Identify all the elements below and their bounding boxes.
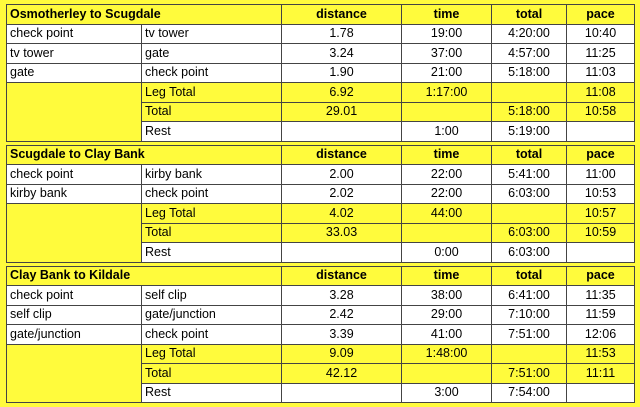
distance-cell[interactable]: 3.39 (282, 325, 402, 345)
from-cell[interactable]: tv tower (7, 44, 142, 64)
section-header-row (7, 145, 635, 165)
segment-row (7, 305, 635, 325)
pace-cell[interactable]: 11:03 (567, 63, 635, 83)
distance-header-cell[interactable]: distance (282, 145, 402, 165)
total-cell[interactable]: 7:10:00 (492, 305, 567, 325)
pace-cell[interactable]: 12:06 (567, 325, 635, 345)
total-header-cell[interactable]: total (492, 145, 567, 165)
pace-cell[interactable]: 11:08 (567, 83, 635, 103)
summary-blank-cell[interactable] (7, 83, 142, 142)
total-cell[interactable]: 5:18:00 (492, 63, 567, 83)
pace-cell[interactable]: 11:00 (567, 165, 635, 185)
from-cell[interactable]: kirby bank (7, 184, 142, 204)
total-cell[interactable]: 5:18:00 (492, 102, 567, 122)
total-cell[interactable]: 7:51:00 (492, 364, 567, 384)
section-title-cell[interactable]: Scugdale to Clay Bank (7, 145, 282, 165)
distance-cell[interactable]: 6.92 (282, 83, 402, 103)
pace-cell[interactable] (567, 243, 635, 263)
distance-cell[interactable] (282, 383, 402, 403)
time-cell[interactable]: 0:00 (402, 243, 492, 263)
from-cell[interactable]: check point (7, 24, 142, 44)
time-cell[interactable]: 38:00 (402, 286, 492, 306)
total-cell[interactable]: 4:20:00 (492, 24, 567, 44)
distance-cell[interactable]: 29.01 (282, 102, 402, 122)
segment-row (7, 184, 635, 204)
time-cell[interactable]: 37:00 (402, 44, 492, 64)
section-title-cell[interactable]: Osmotherley to Scugdale (7, 5, 282, 25)
segment-row (7, 44, 635, 64)
time-cell[interactable]: 21:00 (402, 63, 492, 83)
total-cell[interactable] (492, 83, 567, 103)
time-cell[interactable]: 1:48:00 (402, 344, 492, 364)
summary-blank-cell[interactable] (7, 344, 142, 403)
time-cell[interactable]: 19:00 (402, 24, 492, 44)
rest-label-cell[interactable]: Rest (142, 122, 282, 142)
to-cell[interactable]: gate/junction (142, 305, 282, 325)
total-cell[interactable]: 7:51:00 (492, 325, 567, 345)
distance-cell[interactable] (282, 122, 402, 142)
distance-cell[interactable]: 1.78 (282, 24, 402, 44)
total-label-cell[interactable]: Total (142, 364, 282, 384)
distance-cell[interactable]: 3.28 (282, 286, 402, 306)
pace-header-cell[interactable]: pace (567, 266, 635, 286)
distance-cell[interactable]: 9.09 (282, 344, 402, 364)
pace-cell[interactable]: 11:59 (567, 305, 635, 325)
total-cell[interactable]: 5:41:00 (492, 165, 567, 185)
distance-cell[interactable]: 2.42 (282, 305, 402, 325)
total-cell[interactable] (492, 204, 567, 224)
leg-total-label-cell[interactable]: Leg Total (142, 83, 282, 103)
section-header-row (7, 5, 635, 25)
time-cell[interactable]: 1:00 (402, 122, 492, 142)
to-cell[interactable]: check point (142, 184, 282, 204)
pace-cell[interactable]: 10:57 (567, 204, 635, 224)
pace-cell[interactable]: 10:40 (567, 24, 635, 44)
distance-cell[interactable]: 42.12 (282, 364, 402, 384)
distance-cell[interactable]: 2.00 (282, 165, 402, 185)
to-cell[interactable]: kirby bank (142, 165, 282, 185)
summary-blank-cell[interactable] (7, 204, 142, 263)
from-cell[interactable]: check point (7, 165, 142, 185)
segment-row (7, 24, 635, 44)
time-cell[interactable]: 22:00 (402, 184, 492, 204)
time-cell[interactable]: 41:00 (402, 325, 492, 345)
pace-cell[interactable]: 11:25 (567, 44, 635, 64)
total-header-cell[interactable]: total (492, 266, 567, 286)
section-title-cell[interactable]: Clay Bank to Kildale (7, 266, 282, 286)
total-cell[interactable]: 6:03:00 (492, 184, 567, 204)
total-cell[interactable]: 5:19:00 (492, 122, 567, 142)
distance-cell[interactable]: 3.24 (282, 44, 402, 64)
total-cell[interactable] (492, 344, 567, 364)
pace-cell[interactable]: 10:53 (567, 184, 635, 204)
leg-total-row (7, 83, 635, 103)
time-cell[interactable]: 44:00 (402, 204, 492, 224)
pace-cell[interactable]: 10:59 (567, 223, 635, 243)
to-cell[interactable]: check point (142, 325, 282, 345)
time-header-cell[interactable]: time (402, 5, 492, 25)
pace-cell[interactable]: 11:11 (567, 364, 635, 384)
total-cell[interactable]: 4:57:00 (492, 44, 567, 64)
pace-cell[interactable]: 10:58 (567, 102, 635, 122)
rest-label-cell[interactable]: Rest (142, 383, 282, 403)
leg-total-label-cell[interactable]: Leg Total (142, 204, 282, 224)
distance-cell[interactable] (282, 243, 402, 263)
segment-row (7, 325, 635, 345)
to-cell[interactable]: gate (142, 44, 282, 64)
leg-total-label-cell[interactable]: Leg Total (142, 344, 282, 364)
total-header-cell[interactable]: total (492, 5, 567, 25)
distance-header-cell[interactable]: distance (282, 5, 402, 25)
distance-header-cell[interactable]: distance (282, 266, 402, 286)
section-header-row (7, 266, 635, 286)
segment-row (7, 286, 635, 306)
segment-row (7, 165, 635, 185)
pace-cell[interactable]: 11:35 (567, 286, 635, 306)
time-header-cell[interactable]: time (402, 266, 492, 286)
pace-header-cell[interactable]: pace (567, 145, 635, 165)
distance-cell[interactable]: 1.90 (282, 63, 402, 83)
pace-header-cell[interactable]: pace (567, 5, 635, 25)
pace-cell[interactable] (567, 122, 635, 142)
time-cell[interactable]: 1:17:00 (402, 83, 492, 103)
total-label-cell[interactable]: Total (142, 223, 282, 243)
leg-total-row (7, 204, 635, 224)
time-cell[interactable] (402, 102, 492, 122)
total-cell[interactable]: 7:54:00 (492, 383, 567, 403)
from-cell[interactable]: gate (7, 63, 142, 83)
time-cell[interactable]: 29:00 (402, 305, 492, 325)
from-cell[interactable]: check point (7, 286, 142, 306)
distance-cell[interactable]: 33.03 (282, 223, 402, 243)
rest-label-cell[interactable]: Rest (142, 243, 282, 263)
from-cell[interactable]: self clip (7, 305, 142, 325)
to-cell[interactable]: tv tower (142, 24, 282, 44)
pace-cell[interactable]: 11:53 (567, 344, 635, 364)
total-cell[interactable]: 6:03:00 (492, 223, 567, 243)
distance-cell[interactable]: 4.02 (282, 204, 402, 224)
from-cell[interactable]: gate/junction (7, 325, 142, 345)
time-header-cell[interactable]: time (402, 145, 492, 165)
pace-table (6, 4, 635, 403)
to-cell[interactable]: check point (142, 63, 282, 83)
segment-row (7, 63, 635, 83)
time-cell[interactable]: 22:00 (402, 165, 492, 185)
pace-cell[interactable] (567, 383, 635, 403)
time-cell[interactable] (402, 223, 492, 243)
time-cell[interactable]: 3:00 (402, 383, 492, 403)
leg-total-row (7, 344, 635, 364)
total-label-cell[interactable]: Total (142, 102, 282, 122)
total-cell[interactable]: 6:03:00 (492, 243, 567, 263)
time-cell[interactable] (402, 364, 492, 384)
to-cell[interactable]: self clip (142, 286, 282, 306)
total-cell[interactable]: 6:41:00 (492, 286, 567, 306)
distance-cell[interactable]: 2.02 (282, 184, 402, 204)
